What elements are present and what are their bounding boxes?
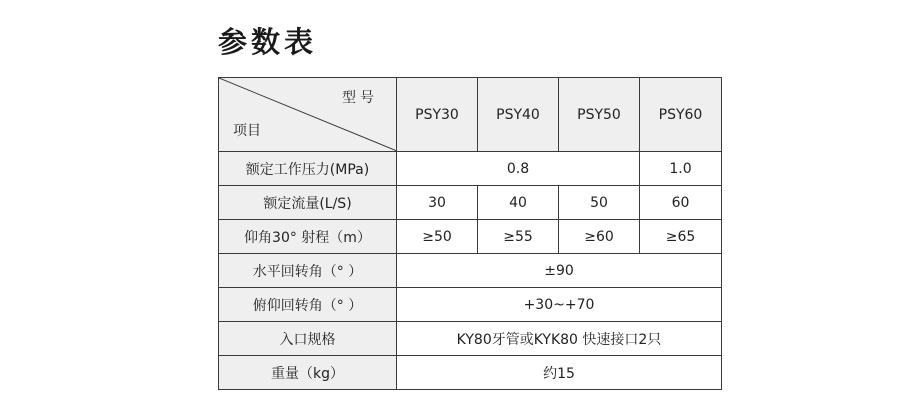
table-cell: 0.8 xyxy=(397,152,640,186)
row-label: 仰角30° 射程（m） xyxy=(219,220,397,254)
table-row-weight xyxy=(219,356,722,390)
row-label: 额定流量(L/S) xyxy=(219,186,397,220)
row-label: 额定工作压力(MPa) xyxy=(219,152,397,186)
table-cell: ±90 xyxy=(397,254,722,288)
page-title: 参数表 xyxy=(218,25,318,59)
table-cell: ≥50 xyxy=(397,220,478,254)
model-header-psy50: PSY50 xyxy=(559,78,640,152)
model-header-psy60: PSY60 xyxy=(640,78,722,152)
table-cell: KY80牙管或KYK80 快速接口2只 xyxy=(397,322,722,356)
table-row-horizontal-rotation xyxy=(219,254,722,288)
table-cell: ≥60 xyxy=(559,220,640,254)
row-label: 水平回转角（° ） xyxy=(219,254,397,288)
table-row-rated-flow xyxy=(219,186,722,220)
table-cell: 40 xyxy=(478,186,559,220)
parameter-table xyxy=(218,77,722,390)
table-cell: +30~+70 xyxy=(397,288,722,322)
model-header-psy30: PSY30 xyxy=(397,78,478,152)
table-cell: ≥55 xyxy=(478,220,559,254)
table-cell: 30 xyxy=(397,186,478,220)
table-header-row xyxy=(219,78,722,152)
item-header-label: 项目 xyxy=(233,123,261,139)
row-label: 俯仰回转角（° ） xyxy=(219,288,397,322)
model-header-label: 型号 xyxy=(342,90,378,106)
table-cell: 约15 xyxy=(397,356,722,390)
table-cell: ≥65 xyxy=(640,220,722,254)
model-header-psy40: PSY40 xyxy=(478,78,559,152)
table-cell: 1.0 xyxy=(640,152,722,186)
row-label: 重量（kg） xyxy=(219,356,397,390)
table-row-range xyxy=(219,220,722,254)
table-row-pitch-rotation xyxy=(219,288,722,322)
table-row-rated-pressure xyxy=(219,152,722,186)
table-cell: 60 xyxy=(640,186,722,220)
table-cell: 50 xyxy=(559,186,640,220)
table-row-inlet-spec xyxy=(219,322,722,356)
row-label: 入口规格 xyxy=(219,322,397,356)
diagonal-header-cell xyxy=(219,78,397,152)
